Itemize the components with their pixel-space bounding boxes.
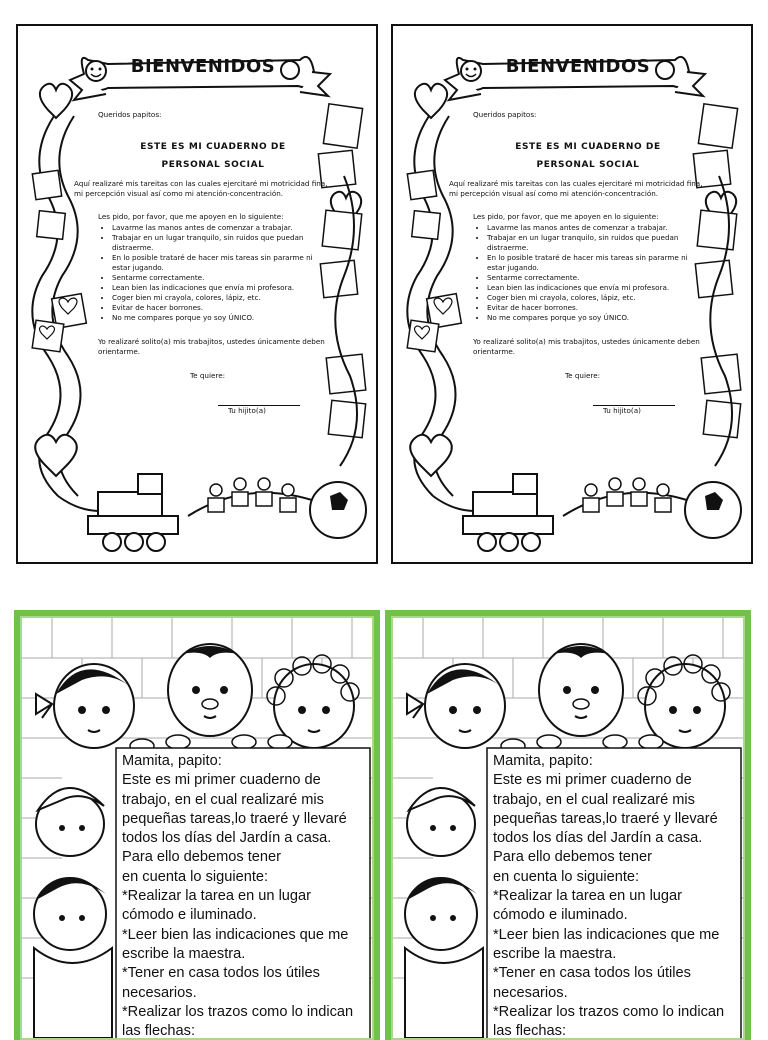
list-item: • Lavarme las manos antes de comenzar a trabajar.	[112, 223, 328, 233]
note-line: pequeñas tareas,lo traeré y llevaré	[122, 810, 347, 827]
farewell: Te quiere:	[190, 371, 226, 380]
list-item: • En lo posible trataré de hacer mis tareas sin pararme ni estar jugando.	[487, 253, 703, 273]
note-line: Este es mi primer cuaderno de	[122, 772, 321, 789]
list-item: • Sentarme correctamente.	[112, 273, 328, 283]
note-line: Para ello debemos tener	[493, 849, 653, 866]
note-line: las flechas:	[493, 1023, 567, 1040]
note-line: *Leer bien las indicaciones que me	[493, 926, 720, 943]
note-card-inner	[391, 616, 745, 1040]
closing-paragraph: Yo realizaré solito(a) mis trabajitos, ustedes únicamente deben orientarme.	[98, 337, 325, 356]
farewell: Te quiere:	[565, 371, 601, 380]
note-line: escribe la maestra.	[493, 945, 617, 962]
signature-label: Tu hijito(a)	[228, 406, 266, 415]
banner-title: BIENVENIDOS	[130, 56, 276, 77]
list-item: • Coger bien mi crayola, colores, lápiz, etc.	[112, 293, 328, 303]
request-line: Les pido, por favor, que me apoyen en lo siguiente:	[98, 212, 284, 221]
list-item: • No me compares porque yo soy ÚNICO.	[112, 313, 328, 323]
intro-paragraph: Aquí realizaré mis tareitas con las cuales ejercitaré mi motricidad fina, mi percepción visual así como mi atención-concentración.	[74, 179, 328, 198]
greeting: Queridos papitos:	[98, 110, 162, 119]
note-line: cómodo e iluminado.	[122, 907, 257, 924]
title-line-2: PERSONAL SOCIAL	[161, 160, 265, 170]
list-item: • Sentarme correctamente.	[487, 273, 703, 283]
note-text	[122, 752, 372, 1040]
welcome-card-right	[391, 24, 753, 564]
list-item: • No me compares porque yo soy ÚNICO.	[487, 313, 703, 323]
note-card-inner	[20, 616, 374, 1040]
note-line: *Leer bien las indicaciones que me	[122, 926, 349, 943]
note-card-right	[385, 610, 751, 1040]
closing-paragraph: Yo realizaré solito(a) mis trabajitos, ustedes únicamente deben orientarme.	[473, 337, 700, 356]
list-item: • Lean bien las indicaciones que envía mi profesora.	[112, 283, 328, 293]
note-line: en cuenta lo siguiente:	[493, 868, 640, 885]
list-item: • Lean bien las indicaciones que envía mi profesora.	[487, 283, 703, 293]
note-line: las flechas:	[122, 1023, 196, 1040]
note-line: *Realizar los trazos como lo indican	[122, 1003, 354, 1020]
note-line: todos los días del Jardín a casa.	[122, 830, 332, 847]
note-card-left	[14, 610, 380, 1040]
list-item: • Evitar de hacer borrones.	[112, 303, 328, 313]
signature-label: Tu hijito(a)	[603, 406, 641, 415]
request-list	[98, 223, 328, 323]
note-line: pequeñas tareas,lo traeré y llevaré	[493, 810, 718, 827]
signature-line	[593, 397, 675, 406]
smiley-icon	[461, 61, 481, 81]
note-line: Para ello debemos tener	[122, 849, 282, 866]
note-line: trabajo, en el cual realizaré mis	[122, 791, 324, 808]
note-line: *Realizar la tarea en un lugar	[493, 888, 683, 905]
note-line: escribe la maestra.	[122, 945, 246, 962]
letter-title	[98, 138, 328, 174]
title-line-1: ESTE ES MI CUADERNO DE	[140, 142, 286, 152]
note-line: en cuenta lo siguiente:	[122, 868, 269, 885]
note-line: necesarios.	[493, 984, 568, 1001]
letter-body	[74, 110, 328, 416]
title-line-1: ESTE ES MI CUADERNO DE	[515, 142, 661, 152]
intro-paragraph: Aquí realizaré mis tareitas con las cuales ejercitaré mi motricidad fina, mi percepción visual así como mi atención-concentración.	[449, 179, 703, 198]
signature-line	[218, 397, 300, 406]
banner-title: BIENVENIDOS	[505, 56, 651, 77]
note-line: *Tener en casa todos los útiles	[493, 965, 691, 982]
note-text	[493, 752, 743, 1040]
note-line: Este es mi primer cuaderno de	[493, 772, 692, 789]
note-line: trabajo, en el cual realizaré mis	[493, 791, 695, 808]
letter-title	[473, 138, 703, 174]
request-list	[473, 223, 703, 323]
note-line: todos los días del Jardín a casa.	[493, 830, 703, 847]
smiley-icon	[86, 61, 106, 81]
note-line: *Realizar los trazos como lo indican	[493, 1003, 725, 1020]
note-line: cómodo e iluminado.	[493, 907, 628, 924]
note-line: *Tener en casa todos los útiles	[122, 965, 320, 982]
note-line: necesarios.	[122, 984, 197, 1001]
request-line: Les pido, por favor, que me apoyen en lo siguiente:	[473, 212, 659, 221]
list-item: • Trabajar en un lugar tranquilo, sin ruidos que puedan distraerme.	[487, 233, 703, 253]
note-line: *Realizar la tarea en un lugar	[122, 888, 312, 905]
list-item: • Evitar de hacer borrones.	[487, 303, 703, 313]
welcome-card-left	[16, 24, 378, 564]
title-line-2: PERSONAL SOCIAL	[536, 160, 640, 170]
list-item: • Lavarme las manos antes de comenzar a trabajar.	[487, 223, 703, 233]
note-line: Mamita, papito:	[122, 753, 222, 769]
list-item: • Trabajar en un lugar tranquilo, sin ruidos que puedan distraerme.	[112, 233, 328, 253]
letter-body	[449, 110, 703, 416]
list-item: • Coger bien mi crayola, colores, lápiz, etc.	[487, 293, 703, 303]
greeting: Queridos papitos:	[473, 110, 537, 119]
note-line: Mamita, papito:	[493, 753, 593, 769]
list-item: • En lo posible trataré de hacer mis tareas sin pararme ni estar jugando.	[112, 253, 328, 273]
